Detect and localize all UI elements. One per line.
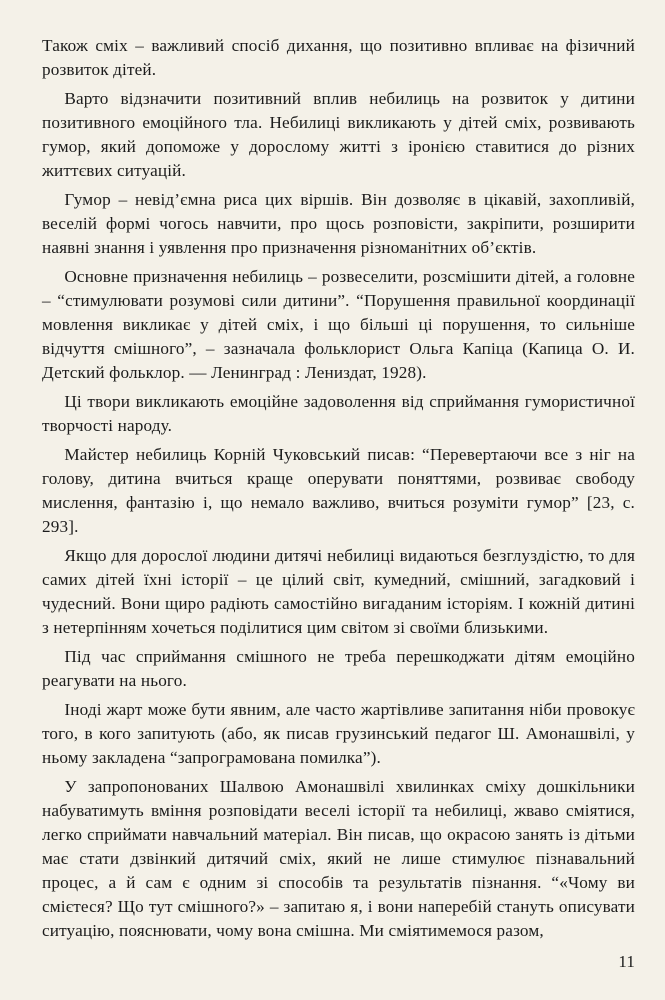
paragraph-laughter-breathing: Також сміх – важливий спосіб дихання, що позитивно впливає на фізичний розвиток дітей. <box>42 36 635 79</box>
paragraph-chukovsky-quote: Майстер небилиць Корній Чуковський писав: “Перевертаючи все з ніг на голову, дитина вчиться краще оперувати поняттями, розвиває свободу мислення, фантазію і, що немало важливо, вчиться розуміти гумор” [23, с. 293]. <box>42 445 635 536</box>
paragraph-emotional-satisfaction: Ці твори викликають емоційне задоволення від сприймання гумористичної творчості народу. <box>42 392 635 435</box>
paragraph-perception: Під час сприймання смішного не треба перешкоджати дітям емоційно реагувати на нього. <box>42 647 635 690</box>
paragraph-emotional-background: Варто відзначити позитивний вплив небилиць на розвиток у дитини позитивного емоційного тла. Небилиці викликають у дітей сміх, розвивають гумор, який допоможе у дорослому житті з іронією ставитися до різних життєвих ситуацій. <box>42 89 635 180</box>
page-number: 11 <box>618 952 635 971</box>
paragraph-children-world: Якщо для дорослої людини дитячі небилиці видаються безглуздістю, то для самих дітей їхні історії – це цілий світ, кумедний, смішний, загадковий і чудесний. Вони щиро радіють самостійно вигаданим історіям. І кожній дитині з нетерпінням хочеться поділитися цим світом зі своїми близькими. <box>42 546 635 637</box>
paragraph-humor-trait: Гумор – невід’ємна риса цих віршів. Він дозволяє в цікавій, захопливій, веселій формі чогось навчити, про щось розповісти, закріпити, розширити наявні знання і уявлення про призначення різноманітних об’єктів. <box>42 190 635 257</box>
paragraph-joke-question: Іноді жарт може бути явним, але часто жартівливе запитання ніби провокує того, в кого запитують (або, як писав грузинський педагог Ш. Амонашвілі, у ньому закладена “запрограмована помилка”). <box>42 700 635 767</box>
paragraph-amonashvili: У запропонованих Шалвою Амонашвілі хвилинках сміху дошкільники набуватимуть вміння розповідати веселі історії та небилиці, жваво сміятися, легко сприймати навчальний матеріал. Він писав, що окрасою занять із дітьми має стати дзвінкий дитячий сміх, який не лише стимулює пізнавальний процес, а й сам є одним зі способів та результатів пізнання. “«Чому ви смієтеся? Що тут смішного?» – запитаю я, і вони наперебій стануть описувати ситуацію, пояснювати, чому вона смішна. Ми сміятимемося разом, <box>42 777 635 940</box>
paragraph-main-purpose: Основне призначення небилиць – розвеселити, розсмішити дітей, а головне – “стимулювати розумові сили дитини”. “Порушення правильної координації мовлення викликає у дітей сміх, і що більші ці порушення, то сильніше відчуття смішного”, – зазначала фольклорист Ольга Капіца (Капица О. И. Детский фольклор. — Ленинград : Лениздат, 1928). <box>42 267 635 382</box>
